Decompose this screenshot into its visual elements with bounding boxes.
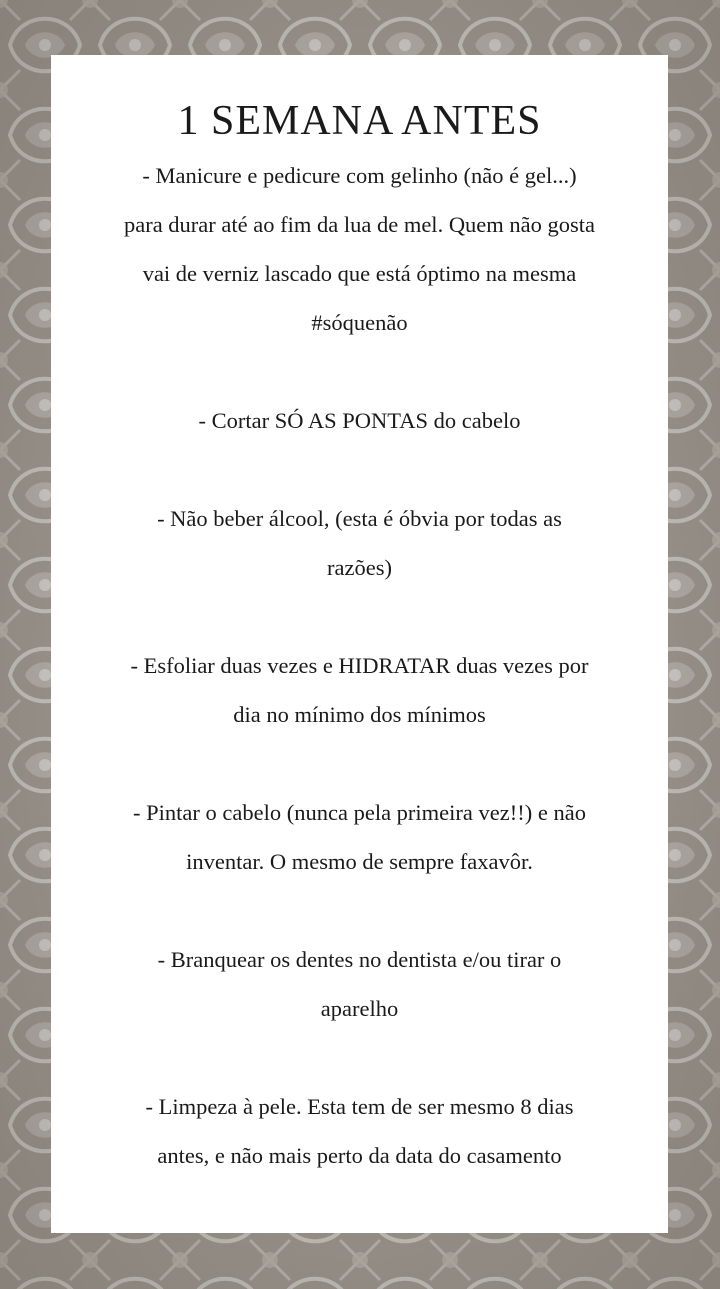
tip-line: dia no mínimo dos mínimos — [233, 702, 486, 727]
tip-line: - Branquear os dentes no dentista e/ou tirar o — [157, 947, 562, 972]
tip-line: - Limpeza à pele. Esta tem de ser mesmo 8 dias — [145, 1094, 574, 1119]
tip-line: antes, e não mais perto da data do casamento — [157, 1143, 562, 1168]
tip-item — [69, 494, 650, 592]
tip-item — [69, 1082, 650, 1180]
tip-line: vai de verniz lascado que está óptimo na mesma — [142, 261, 577, 286]
tip-line: aparelho — [320, 996, 399, 1021]
tip-line: - Esfoliar duas vezes e HIDRATAR duas vezes por — [130, 653, 589, 678]
spacer — [69, 347, 650, 396]
tip-item — [69, 935, 650, 1033]
page-title: 1 SEMANA ANTES — [177, 98, 542, 144]
tip-line: - Não beber álcool, (esta é óbvia por todas as — [157, 506, 562, 531]
spacer — [69, 592, 650, 641]
tip-line: - Cortar SÓ AS PONTAS do cabelo — [198, 408, 521, 433]
tip-line: para durar até ao fim da lua de mel. Quem não gosta — [123, 212, 596, 237]
tip-line: razões) — [327, 555, 392, 580]
tip-item — [69, 151, 650, 347]
spacer — [69, 1033, 650, 1082]
spacer — [69, 739, 650, 788]
text-card — [51, 55, 668, 1233]
tip-line: #sóquenão — [311, 310, 408, 335]
tip-list — [69, 151, 650, 1180]
spacer — [69, 445, 650, 494]
spacer — [69, 886, 650, 935]
tip-item — [69, 396, 650, 445]
tip-line: - Pintar o cabelo (nunca pela primeira vez!!) e não — [133, 800, 586, 825]
tip-line: inventar. O mesmo de sempre faxavôr. — [186, 849, 533, 874]
tip-item — [69, 788, 650, 886]
tip-item — [69, 641, 650, 739]
tip-line: - Manicure e pedicure com gelinho (não é gel...) — [142, 163, 577, 188]
